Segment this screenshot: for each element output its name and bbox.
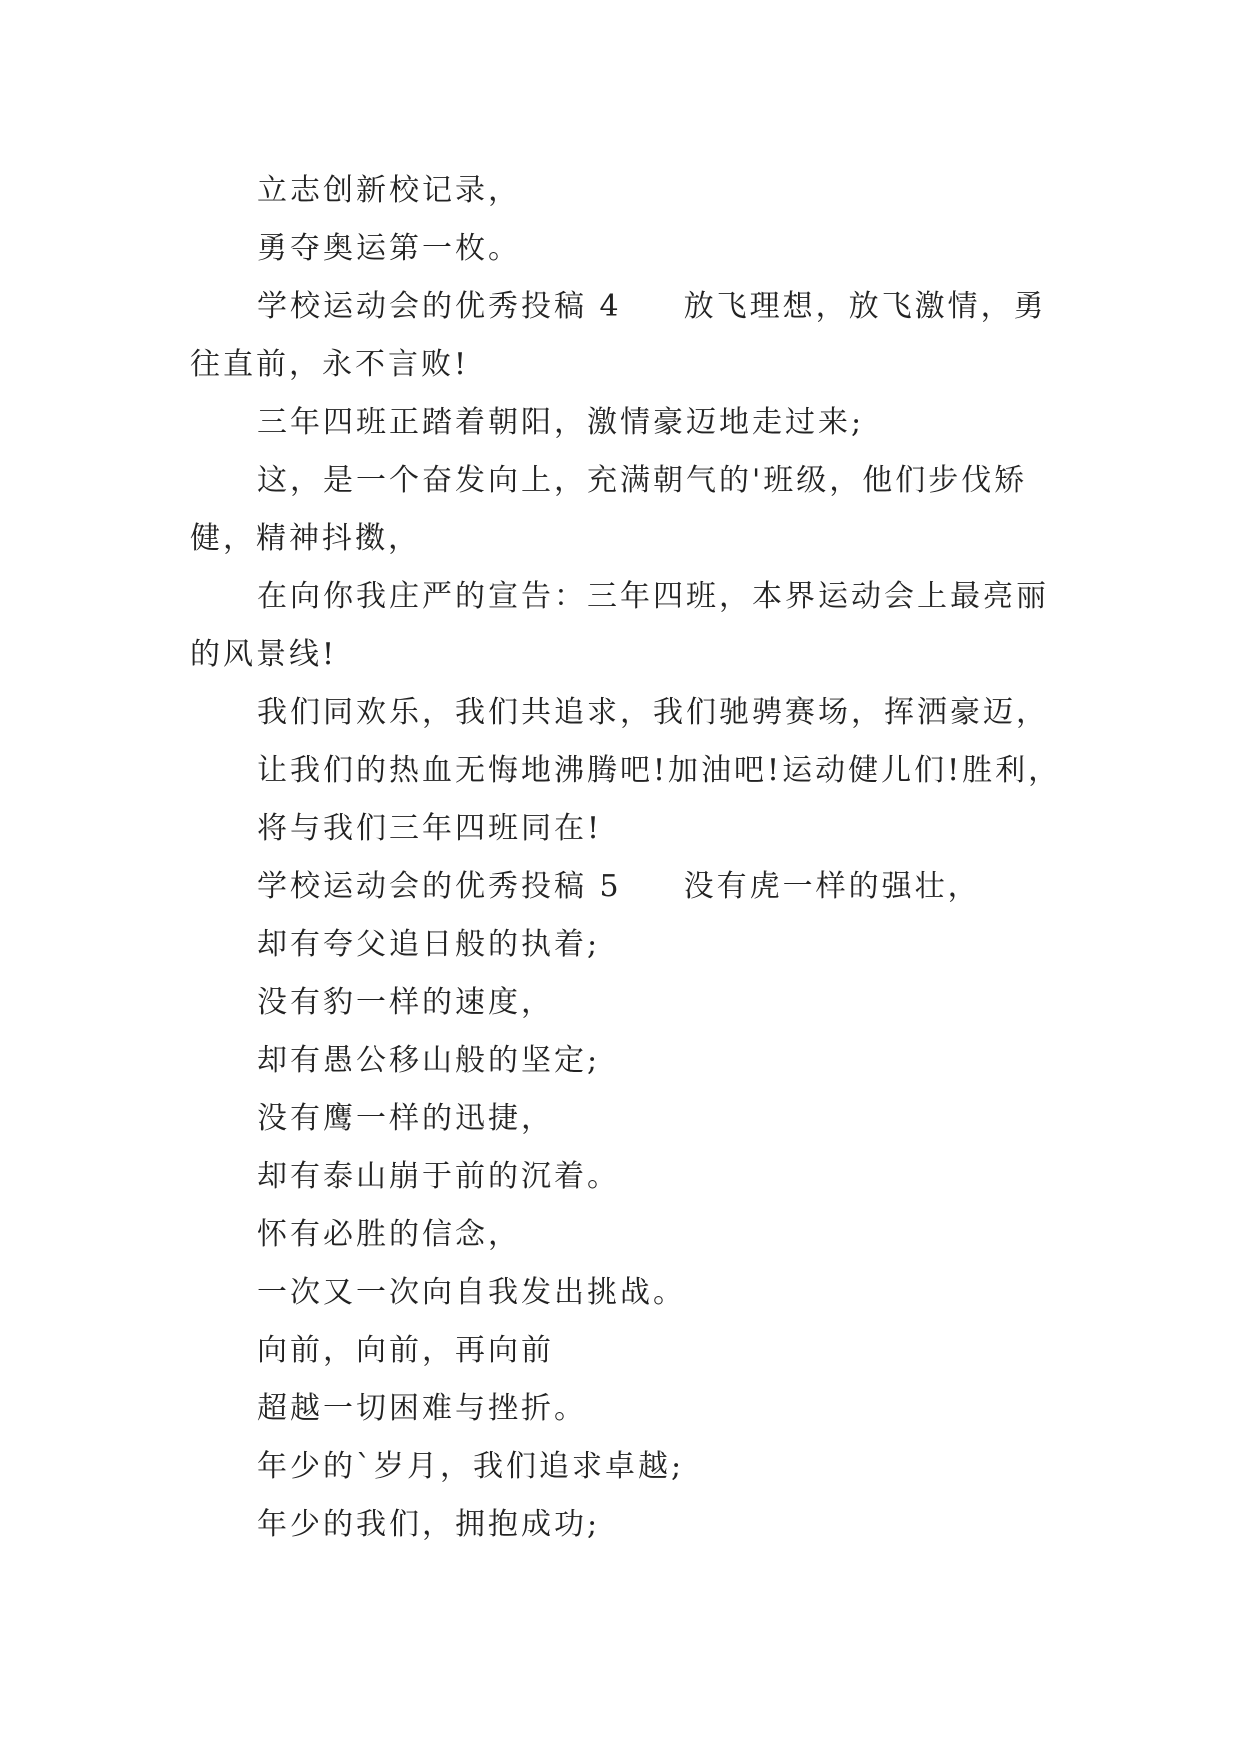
- text-line: 三年四班正踏着朝阳，激情豪迈地走过来;: [257, 405, 865, 440]
- text-line: 没有鹰一样的迅捷，: [257, 1101, 554, 1136]
- text-line: 让我们的热血无悔地沸腾吧!加油吧!运动健儿们!胜利，: [257, 753, 1062, 788]
- text-line: 年少的`岁月，我们追求卓越;: [257, 1449, 685, 1484]
- section-heading: 学校运动会的优秀投稿 5: [257, 869, 622, 904]
- text-line: 我们同欢乐，我们共追求，我们驰骋赛场，挥洒豪迈，: [257, 695, 1049, 730]
- text-line: 没有虎一样的强壮，: [683, 869, 981, 904]
- text-line: 年少的我们，拥抱成功;: [257, 1507, 601, 1542]
- text-line: 却有泰山崩于前的沉着。: [257, 1159, 620, 1194]
- document-body: [190, 162, 1070, 1554]
- text-line: 却有愚公移山般的坚定;: [257, 1043, 601, 1078]
- text-line: 放飞理想，放飞激情，勇: [683, 289, 1047, 324]
- text-line: 的风景线!: [190, 637, 338, 672]
- text-line: 往直前，永不言败!: [190, 347, 470, 382]
- text-line: 怀有必胜的信念，: [257, 1217, 521, 1252]
- heading-line: [190, 858, 1070, 916]
- text-line: 却有夸父追日般的执着;: [257, 927, 601, 962]
- text-line: 这，是一个奋发向上，充满朝气的'班级，他们步伐矫: [257, 463, 1028, 498]
- text-line: 一次又一次向自我发出挑战。: [257, 1275, 686, 1310]
- section-heading: 学校运动会的优秀投稿 4: [257, 289, 622, 324]
- text-line: 将与我们三年四班同在!: [257, 811, 603, 846]
- text-line: 没有豹一样的速度，: [257, 985, 554, 1020]
- text-line: 健，精神抖擞，: [190, 521, 421, 556]
- text-line: 在向你我庄严的宣告：三年四班，本界运动会上最亮丽: [257, 579, 1049, 614]
- text-line: 向前，向前，再向前: [257, 1333, 554, 1368]
- text-line: 勇夺奥运第一枚。: [257, 231, 521, 266]
- text-line: 超越一切困难与挫折。: [257, 1391, 587, 1426]
- text-line: 立志创新校记录，: [257, 173, 521, 208]
- heading-line: [190, 278, 1070, 336]
